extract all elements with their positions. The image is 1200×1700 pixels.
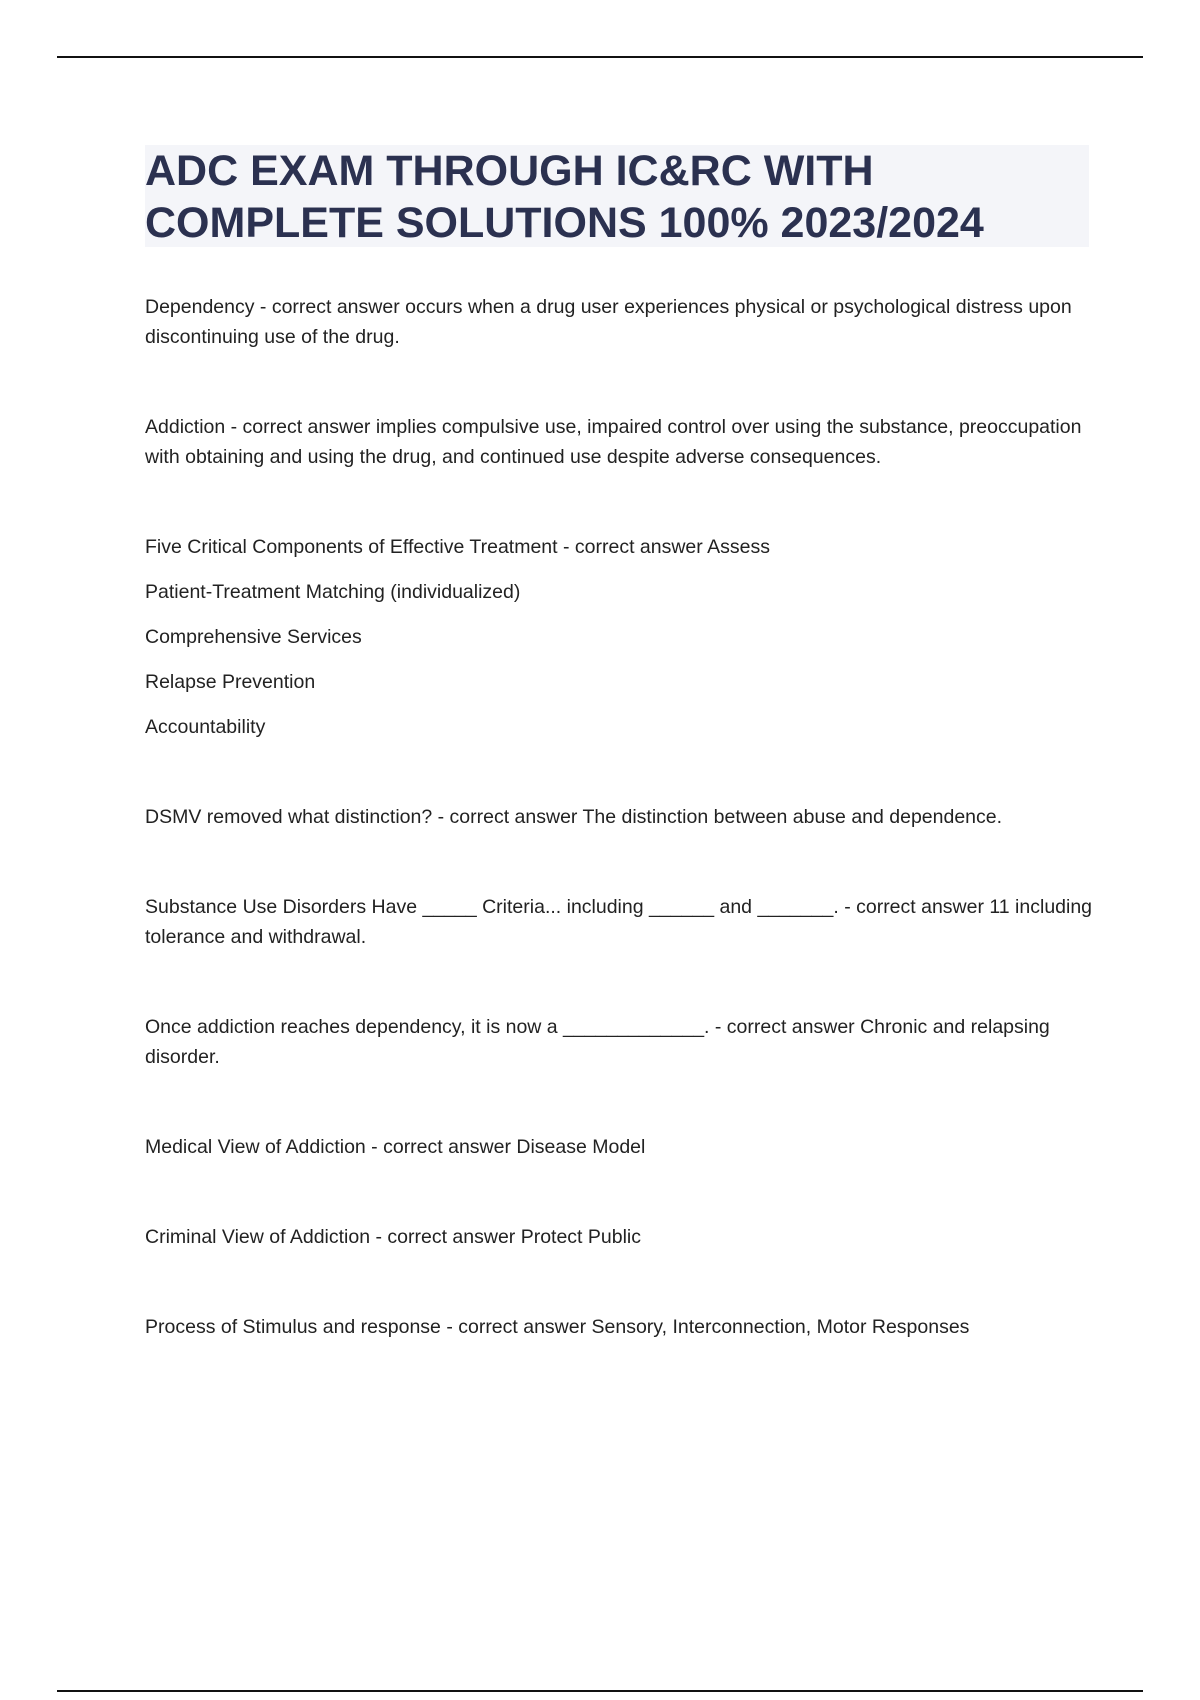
title-line-1: ADC EXAM THROUGH IC&RC WITH <box>145 147 874 195</box>
header-rule <box>57 56 1143 58</box>
list-item: Patient-Treatment Matching (individualized) <box>145 581 521 603</box>
qa-medical-view: Medical View of Addiction - correct answer Disease Model <box>145 1136 646 1158</box>
footer-rule <box>57 1690 1143 1692</box>
title-block <box>145 145 1089 247</box>
qa-dependency: Dependency - correct answer occurs when a drug user experiences physical or psychological distress upon discontinuing use of the drug. <box>145 296 1072 348</box>
list-item: Comprehensive Services <box>145 626 362 648</box>
qa-dsmv: DSMV removed what distinction? - correct answer The distinction between abuse and dependence. <box>145 806 1003 828</box>
qa-chronic: Once addiction reaches dependency, it is now a _____________. - correct answer Chronic and relapsing disorder. <box>145 1016 1050 1068</box>
qa-five-components <box>145 532 1095 742</box>
page-title <box>145 145 1089 249</box>
qa-stimulus-response: Process of Stimulus and response - correct answer Sensory, Interconnection, Motor Responses <box>145 1316 970 1338</box>
qa-criminal-view: Criminal View of Addiction - correct answer Protect Public <box>145 1226 642 1248</box>
list-item: Relapse Prevention <box>145 671 316 693</box>
title-line-2: COMPLETE SOLUTIONS 100% 2023/2024 <box>145 199 984 247</box>
list-item: Accountability <box>145 716 266 738</box>
qa-sud-criteria: Substance Use Disorders Have _____ Criteria... including ______ and _______. - correct answer 11 including tolerance and withdrawal. <box>145 896 1093 948</box>
qa-addiction: Addiction - correct answer implies compulsive use, impaired control over using the substance, preoccupation with obtaining and using the drug, and continued use despite adverse consequences. <box>145 416 1082 468</box>
list-item: Five Critical Components of Effective Treatment - correct answer Assess <box>145 536 770 558</box>
document-body <box>145 292 1095 1342</box>
